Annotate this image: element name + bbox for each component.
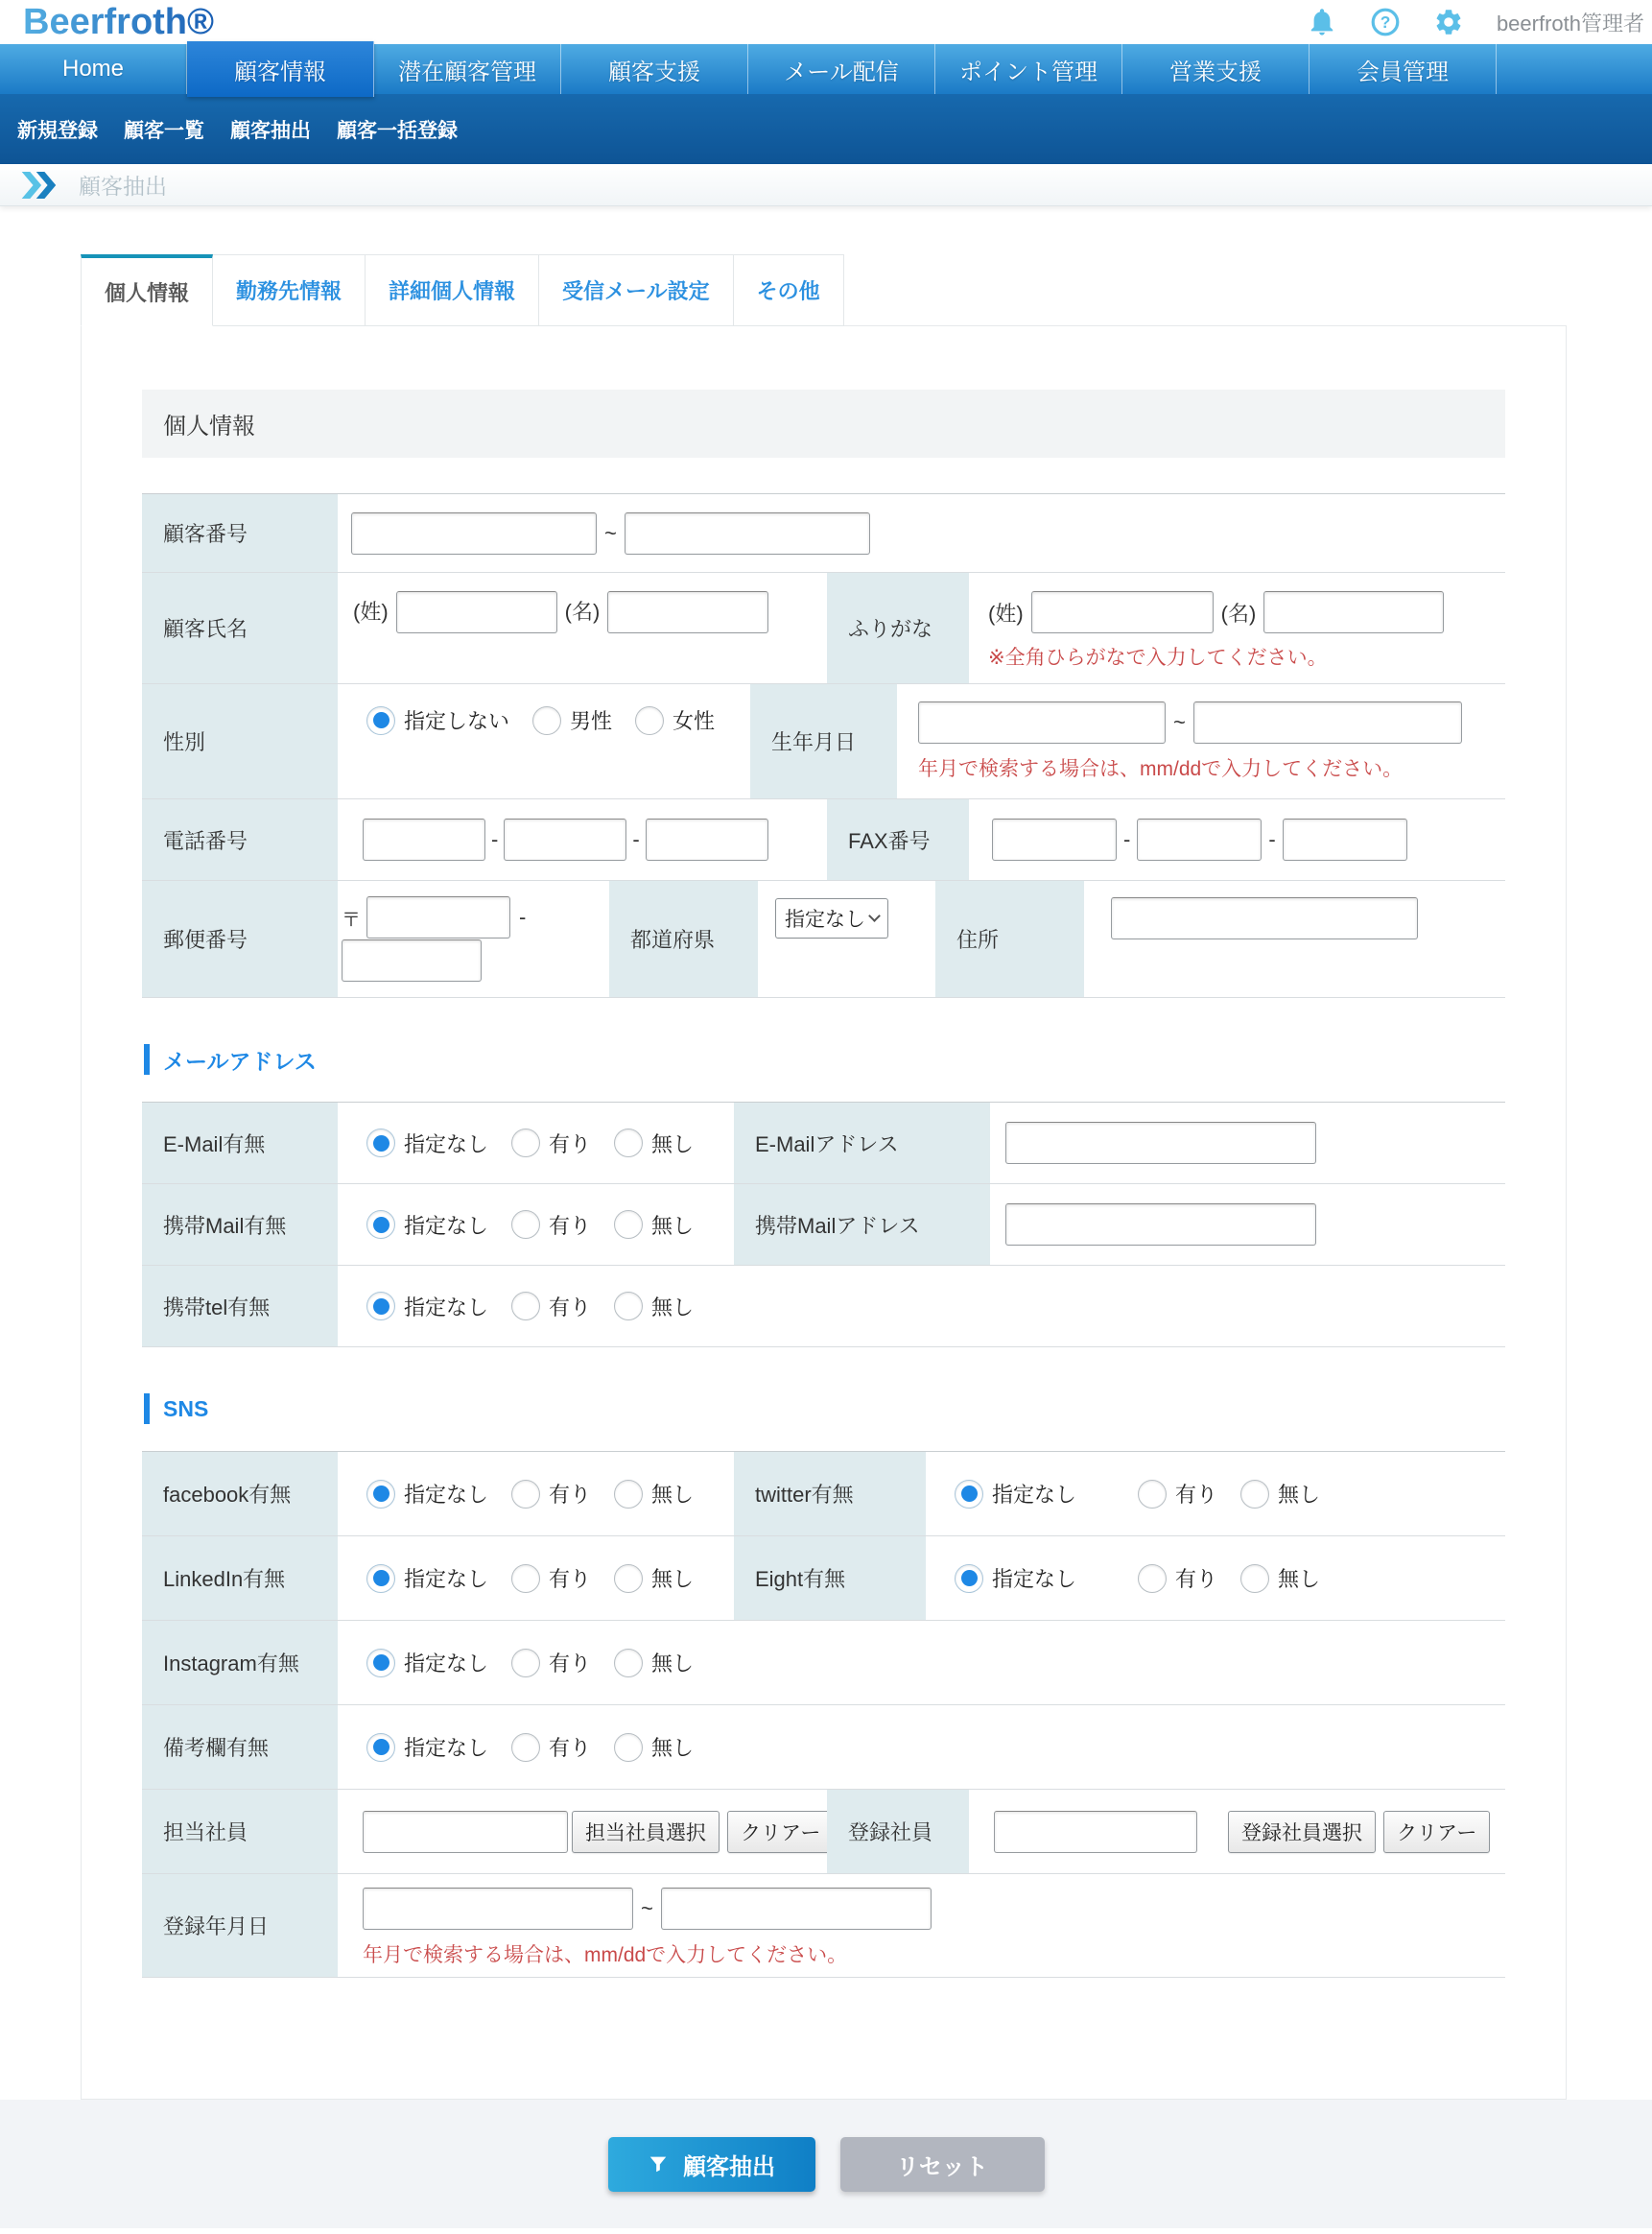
twitter-radio-no[interactable]: 無し bbox=[1240, 1479, 1320, 1509]
radio-circle bbox=[366, 1649, 395, 1677]
radio-circle bbox=[1138, 1564, 1167, 1593]
reset-button[interactable]: リセット bbox=[840, 2137, 1045, 2192]
mobile-tel-flag-radio-no[interactable]: 無し bbox=[614, 1292, 694, 1321]
staff-label: 担当社員 bbox=[142, 1790, 338, 1873]
main-content bbox=[0, 206, 1652, 2228]
personal-info-table bbox=[142, 493, 1505, 998]
customer-no-row bbox=[142, 494, 1505, 573]
linkedin-flag-label: LinkedIn有無 bbox=[142, 1536, 338, 1620]
eight-flag-label: Eight有無 bbox=[734, 1536, 926, 1620]
customer-name-row bbox=[142, 573, 1505, 684]
email-flag-radio-yes[interactable]: 有り bbox=[511, 1129, 591, 1158]
radio-circle bbox=[635, 706, 664, 735]
radio-circle bbox=[366, 1129, 395, 1157]
nav-item-member-management[interactable]: 会員管理 bbox=[1310, 44, 1497, 94]
gender-radio-female[interactable]: 女性 bbox=[635, 705, 715, 735]
radio-circle bbox=[366, 1564, 395, 1593]
section-header-sns: SNS bbox=[144, 1393, 1505, 1424]
instagram-flag-label: Instagram有無 bbox=[142, 1621, 338, 1704]
linkedin-eight-row bbox=[142, 1536, 1505, 1621]
tel-fax-row bbox=[142, 799, 1505, 881]
radio-circle bbox=[614, 1733, 643, 1762]
instagram-radio-unspecified[interactable]: 指定なし bbox=[366, 1648, 488, 1677]
remarks-row bbox=[142, 1705, 1505, 1790]
twitter-radio-yes[interactable]: 有り bbox=[1138, 1479, 1217, 1509]
radio-circle bbox=[366, 1210, 395, 1239]
dash: - bbox=[1123, 827, 1131, 851]
radio-circle bbox=[511, 1480, 540, 1509]
reg-staff-clear-button[interactable]: クリアー bbox=[1383, 1811, 1490, 1853]
linkedin-radio-yes[interactable]: 有り bbox=[511, 1563, 591, 1593]
top-header bbox=[0, 0, 1652, 44]
tel-1-input[interactable] bbox=[363, 819, 485, 861]
topbar-actions bbox=[1307, 7, 1646, 37]
dash: - bbox=[632, 827, 640, 851]
email-flag-label: E-Mail有無 bbox=[142, 1103, 338, 1183]
twitter-radio-unspecified[interactable]: 指定なし bbox=[955, 1479, 1076, 1509]
app-logo[interactable]: Beerfroth® bbox=[23, 1, 215, 42]
staff-clear-button[interactable]: クリアー bbox=[727, 1811, 834, 1853]
range-tilde: ~ bbox=[1173, 710, 1186, 734]
birth-date-note: 年月で検索する場合は、mm/ddで入力してください。 bbox=[918, 758, 1404, 780]
page-title: 顧客抽出 bbox=[79, 174, 167, 199]
email-flag-radio-no[interactable]: 無し bbox=[614, 1129, 694, 1158]
radio-circle bbox=[366, 1733, 395, 1762]
nav-item-mail-delivery[interactable]: メール配信 bbox=[748, 44, 935, 94]
mobile-tel-flag-row bbox=[142, 1266, 1505, 1347]
mail-table bbox=[142, 1102, 1505, 1347]
tab-bar bbox=[81, 254, 1652, 326]
reg-date-to-input[interactable] bbox=[661, 1888, 932, 1930]
customer-name-label: 顧客氏名 bbox=[142, 573, 338, 683]
postal-address-row bbox=[142, 881, 1505, 998]
radio-circle bbox=[614, 1480, 643, 1509]
tab-workplace-info[interactable]: 勤務先情報 bbox=[213, 254, 366, 326]
radio-circle bbox=[614, 1564, 643, 1593]
chevron-down-icon bbox=[868, 910, 881, 922]
nav-item-customer-info[interactable]: 顧客情報 bbox=[187, 41, 374, 97]
kana-note: ※全角ひらがなで入力してください。 bbox=[988, 647, 1328, 669]
radio-circle bbox=[366, 1480, 395, 1509]
reg-staff-select-button[interactable]: 登録社員選択 bbox=[1228, 1811, 1376, 1853]
customer-extract-submit-button[interactable]: 顧客抽出 bbox=[608, 2137, 815, 2192]
remarks-flag-label: 備考欄有無 bbox=[142, 1705, 338, 1789]
kana-last-name-prefix: (姓) bbox=[988, 601, 1024, 626]
gender-radio-unspecified[interactable]: 指定しない bbox=[366, 705, 509, 735]
linkedin-radio-unspecified[interactable]: 指定なし bbox=[366, 1563, 488, 1593]
fax-2-input[interactable] bbox=[1137, 819, 1262, 861]
tab-detailed-personal-info[interactable]: 詳細個人情報 bbox=[366, 254, 539, 326]
radio-circle bbox=[532, 706, 561, 735]
first-name-input[interactable] bbox=[607, 591, 768, 633]
radio-circle bbox=[614, 1129, 643, 1157]
nav-item-customer-support[interactable]: 顧客支援 bbox=[561, 44, 748, 94]
sub-nav bbox=[0, 94, 1652, 164]
mobile-mail-flag-label: 携帯Mail有無 bbox=[142, 1184, 338, 1265]
remarks-radio-no[interactable]: 無し bbox=[614, 1732, 694, 1762]
sns-table bbox=[142, 1451, 1505, 1978]
nav-item-sales-support[interactable]: 営業支援 bbox=[1122, 44, 1310, 94]
remarks-radio-yes[interactable]: 有り bbox=[511, 1732, 591, 1762]
reg-date-row bbox=[142, 1874, 1505, 1978]
reg-date-from-input[interactable] bbox=[363, 1888, 633, 1930]
staff-name-input[interactable] bbox=[363, 1811, 568, 1853]
eight-radio-no[interactable]: 無し bbox=[1240, 1563, 1320, 1593]
customer-no-label: 顧客番号 bbox=[142, 494, 338, 572]
radio-circle bbox=[955, 1564, 983, 1593]
postal-label: 郵便番号 bbox=[142, 881, 338, 997]
facebook-radio-no[interactable]: 無し bbox=[614, 1479, 694, 1509]
eight-radio-yes[interactable]: 有り bbox=[1138, 1563, 1217, 1593]
postal-mark: 〒 bbox=[342, 909, 361, 931]
mobile-tel-flag-radio-yes[interactable]: 有り bbox=[511, 1292, 591, 1321]
postal-1-input[interactable] bbox=[366, 896, 510, 939]
address-input[interactable] bbox=[1111, 897, 1418, 939]
birth-from-input[interactable] bbox=[918, 701, 1166, 744]
twitter-flag-label: twitter有無 bbox=[734, 1452, 926, 1535]
prefecture-select[interactable]: 指定なし bbox=[775, 898, 888, 939]
instagram-radio-yes[interactable]: 有り bbox=[511, 1648, 591, 1677]
section-header-personal: 個人情報 bbox=[142, 390, 1505, 458]
reg-staff-name-input[interactable] bbox=[994, 1811, 1197, 1853]
mobile-mail-flag-radio-unspecified[interactable]: 指定なし bbox=[366, 1210, 488, 1240]
address-label: 住所 bbox=[935, 881, 1084, 997]
kana-first-name-input[interactable] bbox=[1263, 591, 1444, 633]
radio-circle bbox=[511, 1292, 540, 1320]
birth-to-input[interactable] bbox=[1193, 701, 1462, 744]
nav-item-point-management[interactable]: ポイント管理 bbox=[935, 44, 1122, 94]
radio-circle bbox=[614, 1210, 643, 1239]
nav-item-potential-customers[interactable]: 潜在顧客管理 bbox=[374, 44, 561, 94]
instagram-radio-no[interactable]: 無し bbox=[614, 1648, 694, 1677]
mobile-mail-flag-radio-yes[interactable]: 有り bbox=[511, 1210, 591, 1240]
reg-date-label: 登録年月日 bbox=[142, 1874, 338, 1977]
prefecture-label: 都道府県 bbox=[609, 881, 758, 997]
reg-date-note: 年月で検索する場合は、mm/ddで入力してください。 bbox=[363, 1944, 848, 1966]
double-chevron-right-icon bbox=[21, 172, 58, 199]
reg-staff-label: 登録社員 bbox=[827, 1790, 969, 1873]
kana-label: ふりがな bbox=[827, 573, 969, 683]
customer-no-from-input[interactable] bbox=[351, 512, 597, 555]
radio-circle bbox=[614, 1649, 643, 1677]
staff-select-button[interactable]: 担当社員選択 bbox=[572, 1811, 720, 1853]
radio-circle bbox=[511, 1129, 540, 1157]
tel-3-input[interactable] bbox=[646, 819, 768, 861]
help-circle-icon[interactable] bbox=[1370, 7, 1401, 37]
email-addr-label: E-Mailアドレス bbox=[734, 1103, 990, 1183]
tab-personal-info[interactable]: 個人情報 bbox=[81, 254, 213, 326]
radio-circle bbox=[1240, 1564, 1269, 1593]
radio-circle bbox=[1138, 1480, 1167, 1509]
nav-item-home[interactable]: Home bbox=[0, 44, 187, 94]
last-name-input[interactable] bbox=[396, 591, 557, 633]
radio-circle bbox=[955, 1480, 983, 1509]
subnav-item-customer-list[interactable]: 顧客一覧 bbox=[124, 119, 204, 142]
remarks-radio-unspecified[interactable]: 指定なし bbox=[366, 1732, 488, 1762]
facebook-twitter-row bbox=[142, 1452, 1505, 1536]
footer-action-bar bbox=[0, 2100, 1652, 2228]
radio-circle bbox=[1240, 1480, 1269, 1509]
eight-radio-unspecified[interactable]: 指定なし bbox=[955, 1563, 1076, 1593]
fax-label: FAX番号 bbox=[827, 799, 969, 880]
postal-2-input[interactable] bbox=[342, 939, 482, 982]
range-tilde: ~ bbox=[604, 520, 617, 545]
funnel-icon bbox=[648, 2153, 669, 2175]
kana-first-name-prefix: (名) bbox=[1220, 601, 1257, 626]
instagram-row bbox=[142, 1621, 1505, 1705]
search-form-card bbox=[81, 325, 1567, 2100]
bell-icon[interactable] bbox=[1307, 7, 1337, 37]
mobile-mail-addr-label: 携帯Mailアドレス bbox=[734, 1184, 990, 1265]
tab-mail-settings[interactable]: 受信メール設定 bbox=[539, 254, 734, 326]
section-header-mail: メールアドレス bbox=[144, 1044, 1505, 1075]
gender-radio-male[interactable]: 男性 bbox=[532, 705, 612, 735]
staff-row bbox=[142, 1790, 1505, 1874]
email-address-input[interactable] bbox=[1005, 1122, 1316, 1164]
radio-circle bbox=[366, 706, 395, 735]
kana-last-name-input[interactable] bbox=[1031, 591, 1214, 633]
last-name-prefix: (姓) bbox=[353, 600, 389, 624]
email-flag-radio-unspecified[interactable]: 指定なし bbox=[366, 1129, 488, 1158]
svg-text:?: ? bbox=[1380, 12, 1391, 33]
subnav-item-new-registration[interactable]: 新規登録 bbox=[17, 119, 98, 142]
fax-1-input[interactable] bbox=[992, 819, 1117, 861]
facebook-radio-yes[interactable]: 有り bbox=[511, 1479, 591, 1509]
birth-label: 生年月日 bbox=[750, 684, 897, 798]
user-name[interactable]: beerfroth管理者 bbox=[1496, 11, 1644, 36]
radio-circle bbox=[366, 1292, 395, 1320]
dash: - bbox=[519, 905, 527, 929]
tel-label: 電話番号 bbox=[142, 799, 338, 880]
tel-2-input[interactable] bbox=[504, 819, 626, 861]
facebook-flag-label: facebook有無 bbox=[142, 1452, 338, 1535]
gender-birth-row bbox=[142, 684, 1505, 799]
range-tilde: ~ bbox=[641, 1896, 653, 1920]
main-nav bbox=[0, 44, 1652, 94]
email-flag-row bbox=[142, 1103, 1505, 1184]
mobile-tel-flag-label: 携帯tel有無 bbox=[142, 1266, 338, 1346]
customer-no-to-input[interactable] bbox=[625, 512, 870, 555]
breadcrumb bbox=[0, 164, 1652, 206]
tab-others[interactable]: その他 bbox=[734, 254, 844, 326]
fax-3-input[interactable] bbox=[1283, 819, 1407, 861]
first-name-prefix: (名) bbox=[564, 600, 601, 624]
mobile-mail-address-input[interactable] bbox=[1005, 1203, 1316, 1246]
radio-circle bbox=[511, 1564, 540, 1593]
dash: - bbox=[1268, 827, 1276, 851]
mobile-mail-flag-radio-no[interactable]: 無し bbox=[614, 1210, 694, 1240]
dash: - bbox=[491, 827, 499, 851]
subnav-item-customer-extraction[interactable]: 顧客抽出 bbox=[230, 119, 311, 142]
radio-circle bbox=[511, 1733, 540, 1762]
mobile-tel-flag-radio-unspecified[interactable]: 指定なし bbox=[366, 1292, 488, 1321]
gender-label: 性別 bbox=[142, 684, 338, 798]
subnav-item-customer-bulk-registration[interactable]: 顧客一括登録 bbox=[337, 119, 458, 142]
facebook-radio-unspecified[interactable]: 指定なし bbox=[366, 1479, 488, 1509]
gear-icon[interactable] bbox=[1433, 7, 1464, 37]
radio-circle bbox=[511, 1210, 540, 1239]
radio-circle bbox=[511, 1649, 540, 1677]
linkedin-radio-no[interactable]: 無し bbox=[614, 1563, 694, 1593]
radio-circle bbox=[614, 1292, 643, 1320]
mobile-mail-flag-row bbox=[142, 1184, 1505, 1266]
